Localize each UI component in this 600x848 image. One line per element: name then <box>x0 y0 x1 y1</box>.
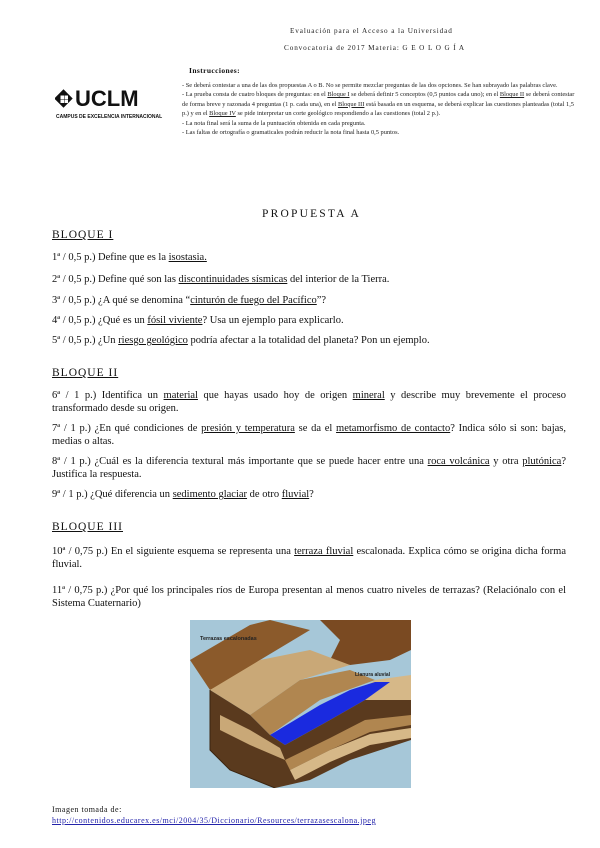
question-6: 6ª / 1 p.) Identifica un material que hayas usado hoy de origen mineral y describe muy brevemente el proceso transformado desde su origen. <box>52 390 566 414</box>
logo-subtitle: CAMPUS DE EXCELENCIA INTERNACIONAL <box>56 114 163 120</box>
question-10: 10ª / 0,75 p.) En el siguiente esquema se representa una terraza fluvial escalonada. Explica cómo se origina dicha forma fluvial. <box>52 546 566 570</box>
header-line-2: Convocatoria de 2017 Materia: G E O L O G Í A <box>284 44 465 52</box>
terrace-diagram <box>190 620 411 788</box>
question-1: 1ª / 0,5 p.) Define que es la isostasia. <box>52 252 207 263</box>
question-7: 7ª / 1 p.) ¿En qué condiciones de presión y temperatura se da el metamorfismo de contacto? Indica sólo si son: bajas, medias o altas. <box>52 423 567 447</box>
question-11: 11ª / 0,75 p.) ¿Por qué los principales ríos de Europa presentan al menos cuatro niveles de terrazas? (Relaciónalo con el Sistema Cuaternario) <box>52 585 566 609</box>
question-2: 2ª / 0,5 p.) Define qué son las discontinuidades sísmicas del interior de la Tierra. <box>52 274 390 285</box>
source-url-link[interactable]: http://contenidos.educarex.es/mci/2004/35/Diccionario/Resources/terrazasescalona.jpeg <box>52 816 376 825</box>
bloque-3-title: BLOQUE III <box>52 521 123 533</box>
header-line-1: Evaluación para el Acceso a la Universidad <box>290 27 453 35</box>
figure-label-deposits: Llanura aluvial <box>355 672 391 678</box>
instruction-line: - La nota final será la suma de la puntuación obtenida en cada pregunta. <box>182 119 366 127</box>
instruction-line: - La prueba consta de cuatro bloques de preguntas: en el Bloque I se deberá definir 5 conceptos (0,5 puntos cada uno); en el Bloque II se deberá contestar de forma breve y razonada 4 preguntas (1 p. cada una), en el Bloque III está basada en un esquema, se deberá explicar las cuestiones planteadas (total 1,5 p.) y en el Bloque IV se pide interpretar un corte geológico respondiendo a las cuestiones (total 2 p.). <box>182 91 575 118</box>
uclm-logo <box>55 85 168 123</box>
source-label: Imagen tomada de: <box>52 805 122 814</box>
figure-label-terraces: Terrazas escalonadas <box>200 636 257 642</box>
question-4: 4ª / 0,5 p.) ¿Qué es un fósil viviente? Usa un ejemplo para explicarlo. <box>52 315 344 326</box>
instructions-body <box>182 81 577 137</box>
question-8: 8ª / 1 p.) ¿Cuál es la diferencia textural más importante que se puede hacer entre una roca volcánica y otra plutónica? Justifica la respuesta. <box>52 456 567 480</box>
proposal-title: PROPUESTA A <box>262 208 362 220</box>
bloque-1-title: BLOQUE I <box>52 229 114 241</box>
instruction-line: - Las faltas de ortografía o gramaticales podrán reducir la nota final hasta 0,5 puntos. <box>182 129 400 137</box>
question-9: 9ª / 1 p.) ¿Qué diferencia un sedimento glaciar de otro fluvial? <box>52 489 314 500</box>
uclm-logo-graphic <box>55 85 168 123</box>
question-3: 3ª / 0,5 p.) ¿A qué se denomina “cinturón de fuego del Pacífico”? <box>52 295 327 306</box>
instruction-line: - Se deberá contestar a una de las dos propuestas A o B. No se permite mezclar preguntas de las dos opciones. Se han subrayado las palabras clave. <box>182 82 558 89</box>
instructions-title: Instrucciones: <box>189 66 241 75</box>
bloque-2-title: BLOQUE II <box>52 367 119 379</box>
logo-text: UCLM <box>75 86 139 111</box>
question-5: 5ª / 0,5 p.) ¿Un riesgo geológico podría afectar a la totalidad del planeta? Pon un ejemplo. <box>52 335 430 346</box>
